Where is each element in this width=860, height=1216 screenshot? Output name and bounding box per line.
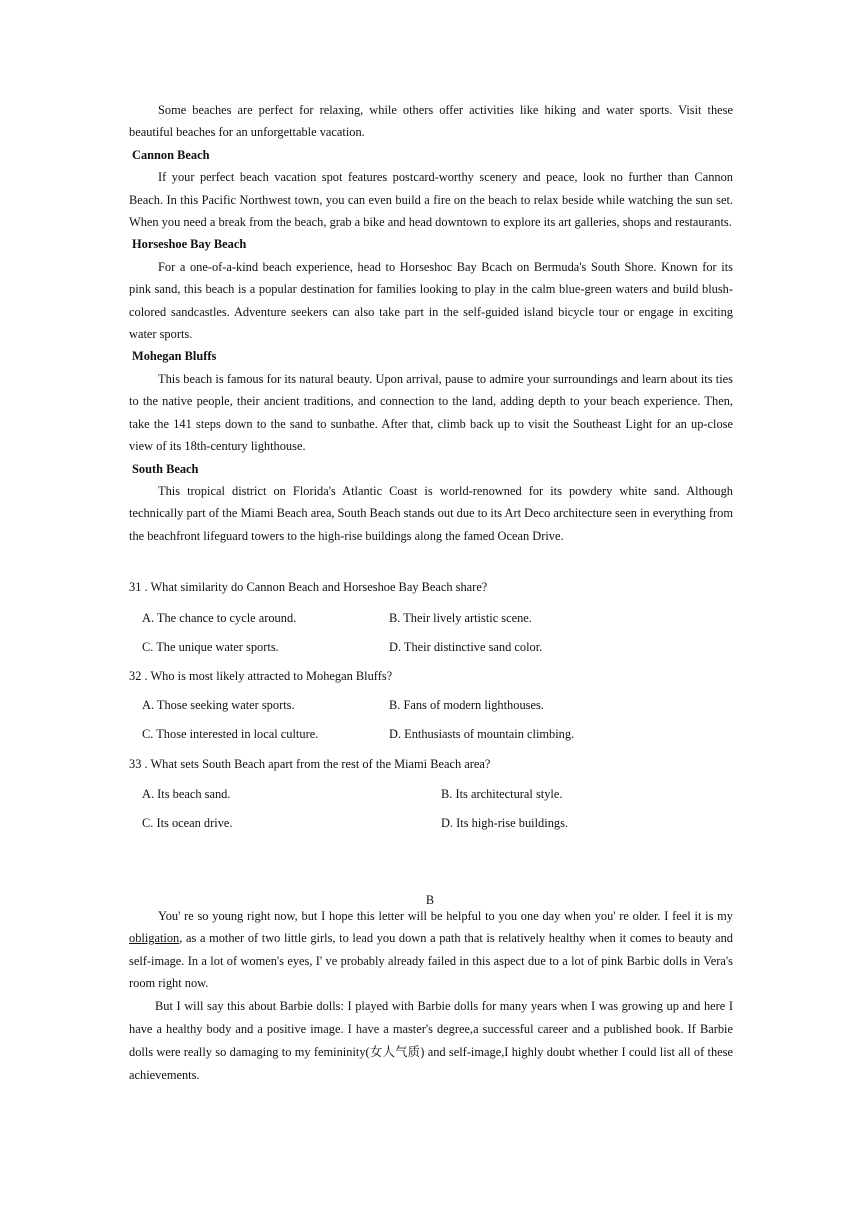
question-stem: 33 . What sets South Beach apart from the rest of the Miami Beach area?	[129, 757, 491, 771]
passage-a	[129, 99, 733, 547]
question-stem: 32 . Who is most likely attracted to Mohegan Bluffs?	[129, 669, 393, 683]
option-b: B. Their lively artistic scene.	[389, 611, 532, 625]
paragraph-text: You' re so young right now, but I hope this letter will be helpful to you one day when you' re older. I feel it is my	[158, 909, 733, 923]
option-d: D. Its high-rise buildings.	[441, 816, 568, 830]
section-body: If your perfect beach vacation spot features postcard-worthy scenery and peace, look no further than Cannon Beach. In this Pacific Northwest town, you can even build a fire on the beach to relax beside while watching the sun set. When you need a break from the beach, grab a bike and head downtown to explore its art galleries, shops and restaurants.	[129, 170, 733, 230]
underlined-word: obligation	[129, 931, 180, 946]
option-d: D. Their distinctive sand color.	[389, 640, 543, 654]
option-c: C. Its ocean drive.	[142, 816, 233, 830]
passage-b-paragraph-1	[129, 905, 733, 995]
option-c: C. Those interested in local culture.	[142, 727, 319, 741]
passage-b	[129, 905, 733, 1087]
option-b: B. Its architectural style.	[441, 787, 563, 801]
option-b: B. Fans of modern lighthouses.	[389, 698, 544, 712]
section-label: B	[425, 893, 435, 907]
question-stem: 31 . What similarity do Cannon Beach and Horseshoe Bay Beach share?	[129, 580, 488, 594]
section-heading: Mohegan Bluffs	[132, 349, 217, 364]
option-a: A. The chance to cycle around.	[142, 611, 297, 625]
passage-b-paragraph-2: But I will say this about Barbie dolls: I played with Barbie dolls for many years when I was growing up and here I have a healthy body and a positive image. I have a master's degree,a successful career and a published book. If Barbie dolls were really so damaging to my femininity(女人气质) and self-image,I highly doubt whether I could list all of these achievements.	[129, 998, 733, 1082]
section-body: This beach is famous for its natural beauty. Upon arrival, pause to admire your surroundings and learn about its ties to the native people, their ancient traditions, and connection to the land, adding depth to your beach experience. Then, take the 141 steps down to the sand to sunbathe. After that, climb back up to visit the Southeast Light for an up-close view of its 18th-century lighthouse.	[129, 371, 733, 454]
intro-paragraph: Some beaches are perfect for relaxing, while others offer activities like hiking and water sports. Visit these beautiful beaches for an unforgettable vacation.	[129, 103, 733, 140]
section-heading: Cannon Beach	[132, 147, 210, 162]
option-a: A. Those seeking water sports.	[142, 698, 295, 712]
option-c: C. The unique water sports.	[142, 640, 279, 654]
section-body: For a one-of-a-kind beach experience, head to Horseshoc Bay Bcach on Bermuda's South Shore. Known for its pink sand, this beach is a popular destination for families looking to play in the calm blue-green waters and build blush-colored sandcastles. Adventure seekers can also take part in the self-guided island bicycle tour or engage in exciting water sports.	[129, 259, 733, 342]
section-heading: South Beach	[132, 461, 199, 476]
section-heading: Horseshoe Bay Beach	[132, 237, 247, 252]
option-d: D. Enthusiasts of mountain climbing.	[389, 727, 575, 741]
paragraph-text: , as a mother of two little girls, to lead you down a path that is relatively healthy when it comes to beauty and self-image. In a lot of women's eyes, I' ve probably already failed in this aspect due to a lot of pink Barbic dolls in Vera's room right now.	[129, 931, 733, 991]
option-a: A. Its beach sand.	[142, 787, 231, 801]
section-body: This tropical district on Florida's Atlantic Coast is world-renowned for its powdery white sand. Although technically part of the Miami Beach area, South Beach stands out due to its Art Deco architecture seen in everything from the beachfront lifeguard towers to the high-rise buildings along the famed Ocean Drive.	[129, 483, 733, 543]
